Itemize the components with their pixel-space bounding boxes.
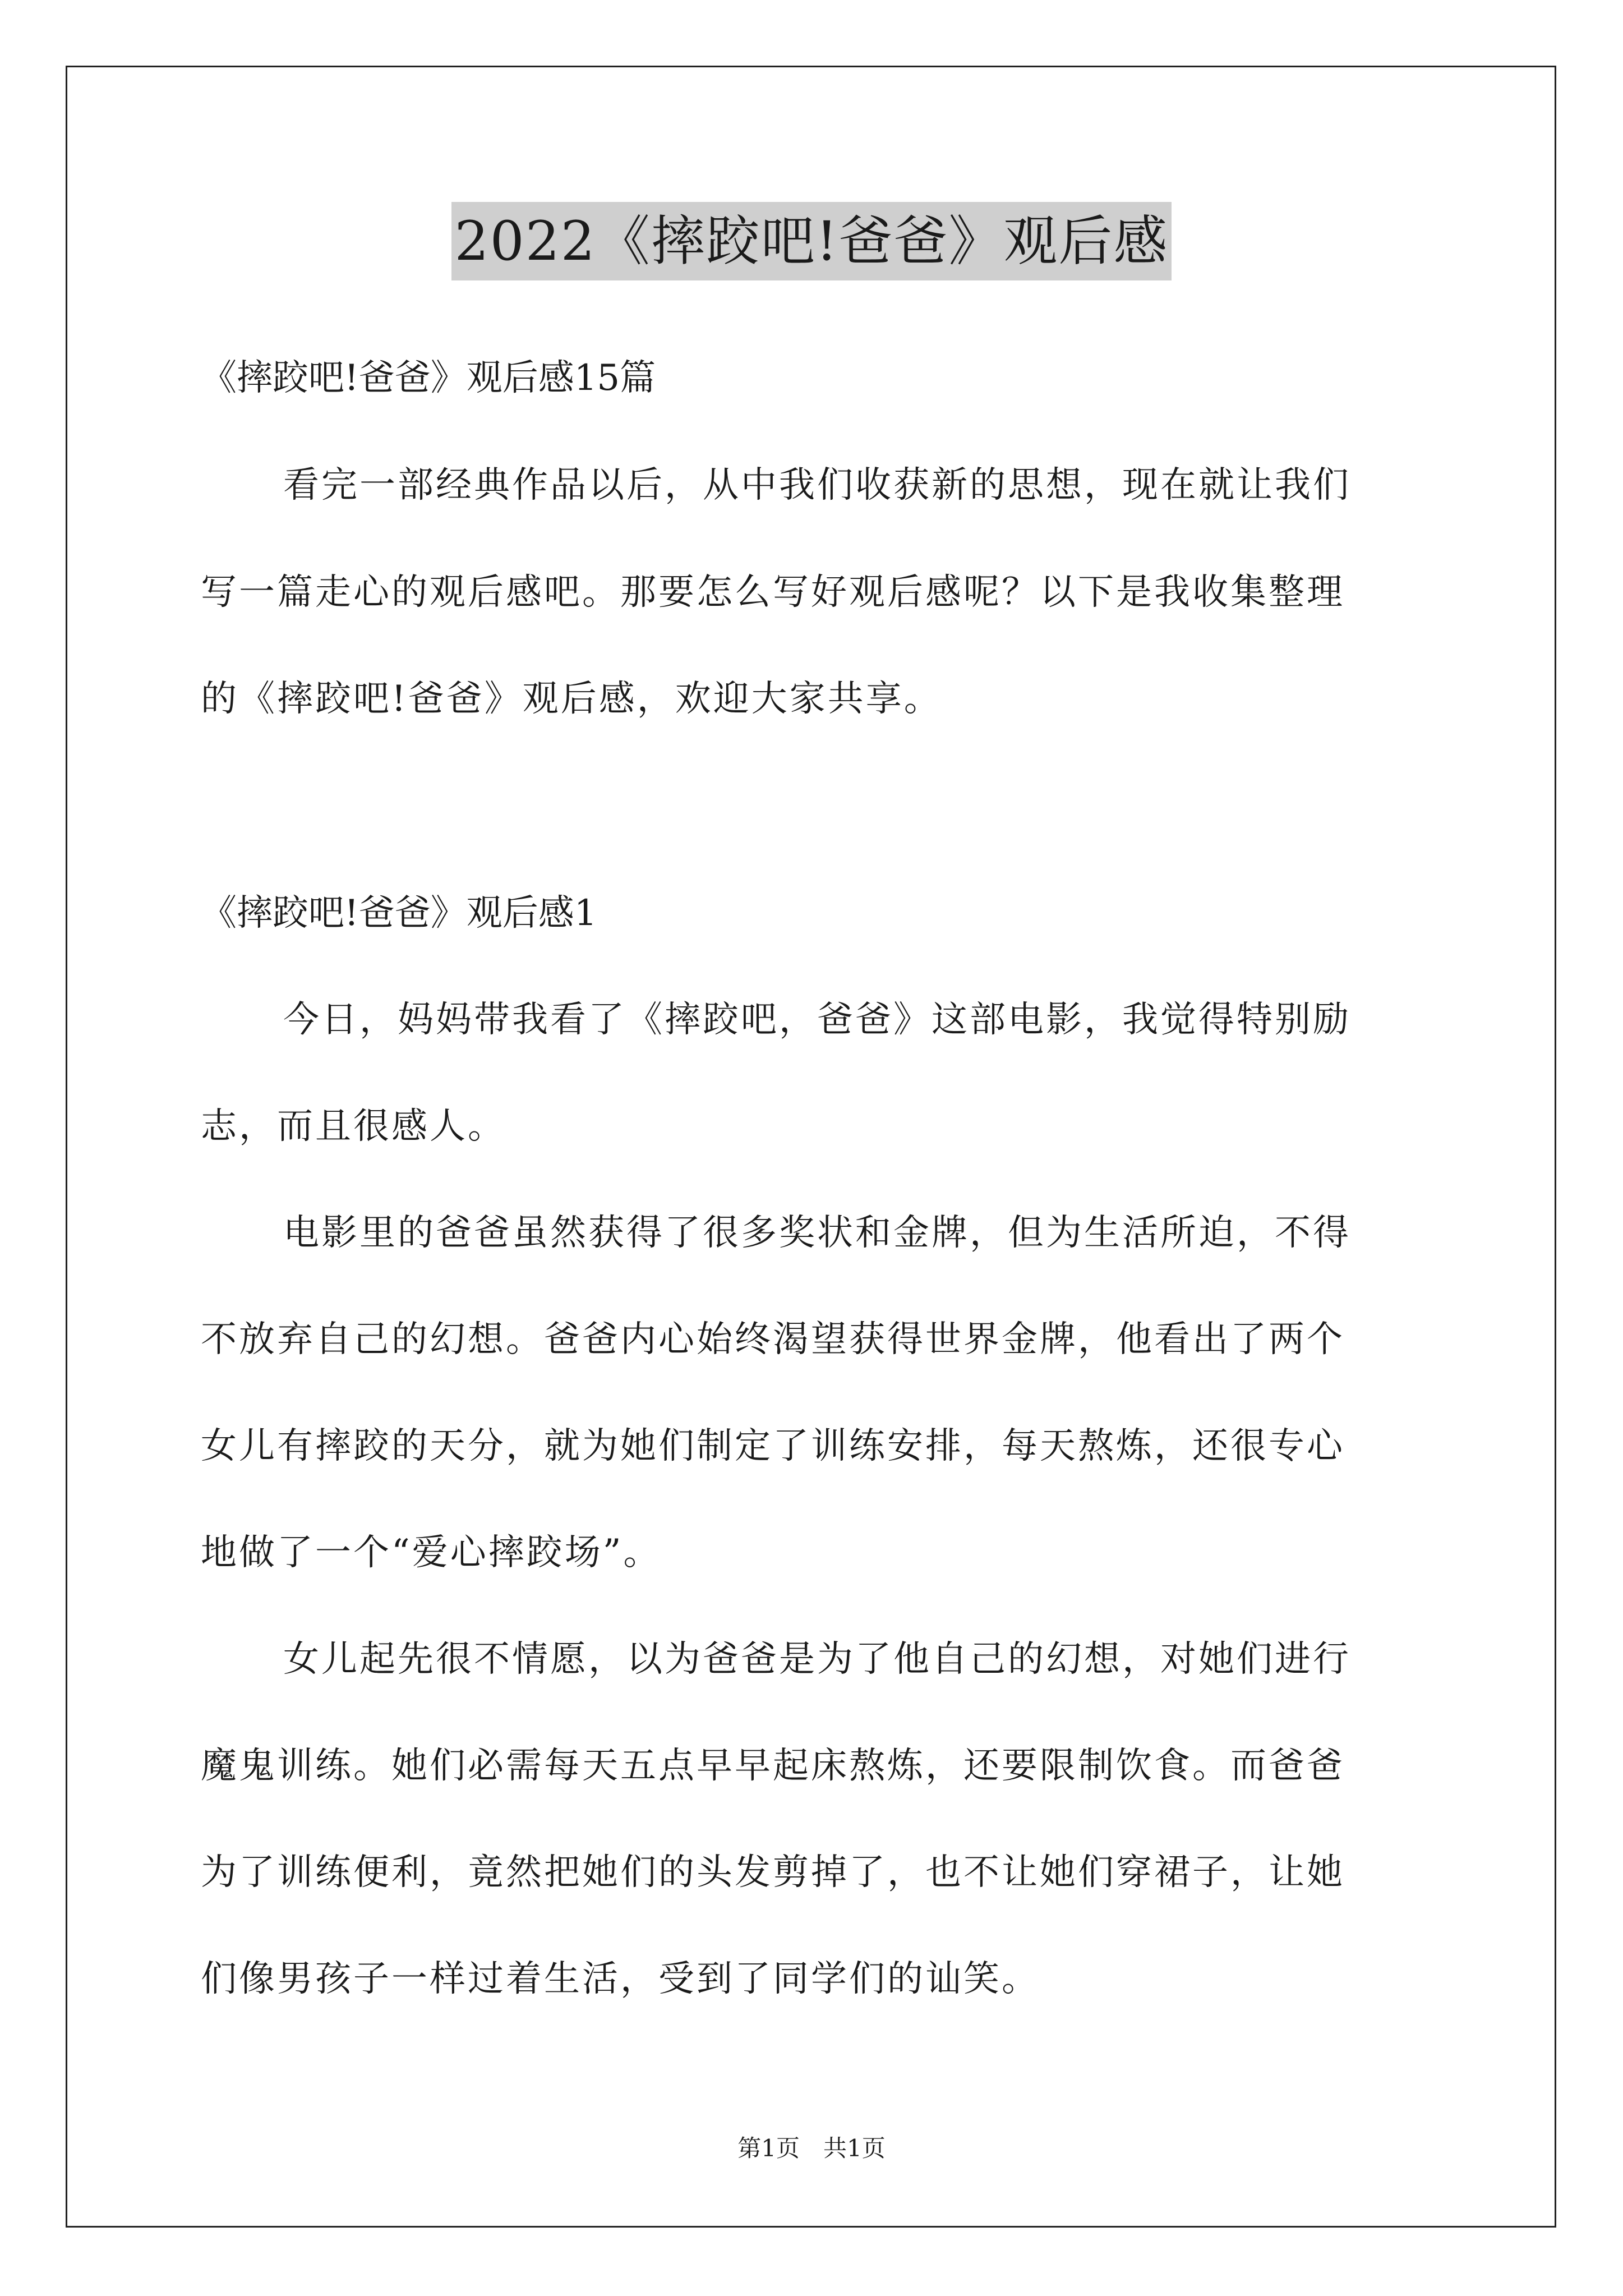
- para1-line-2: 志，而且很感人。: [201, 1106, 506, 1147]
- section-heading: 《摔跤吧!爸爸》观后感1: [201, 892, 597, 934]
- para3-line-2: 魔鬼训练。她们必需每天五点早早起床熬炼，还要限制饮食。而爸爸: [201, 1745, 1345, 1787]
- para1-line-1: 今日，妈妈带我看了《摔跤吧，爸爸》这部电影，我觉得特别励: [283, 999, 1351, 1041]
- para3-line-3: 为了训练便利，竟然把她们的头发剪掉了，也不让她们穿裙子，让她: [201, 1852, 1345, 1893]
- para2-line-4: 地做了一个“爱心摔跤场”。: [201, 1532, 662, 1573]
- intro-line-3: 的《摔跤吧!爸爸》观后感，欢迎大家共享。: [201, 678, 942, 720]
- para3-line-1: 女儿起先很不情愿，以为爸爸是为了他自己的幻想，对她们进行: [283, 1639, 1351, 1680]
- para3-line-4: 们像男孩子一样过着生活，受到了同学们的讪笑。: [201, 1958, 1040, 2000]
- document-title: 2022《摔跤吧!爸爸》观后感: [451, 202, 1172, 280]
- intro-line-1: 看完一部经典作品以后，从中我们收获新的思想，现在就让我们: [283, 464, 1351, 506]
- main-heading: 《摔跤吧!爸爸》观后感15篇: [201, 357, 656, 399]
- intro-line-2: 写一篇走心的观后感吧。那要怎么写好观后感呢？以下是我收集整理: [201, 572, 1345, 613]
- para2-line-1: 电影里的爸爸虽然获得了很多奖状和金牌，但为生活所迫，不得: [283, 1212, 1351, 1254]
- para2-line-2: 不放弃自己的幻想。爸爸内心始终渴望获得世界金牌，他看出了两个: [201, 1319, 1345, 1360]
- para2-line-3: 女儿有摔跤的天分，就为她们制定了训练安排，每天熬炼，还很专心: [201, 1425, 1345, 1467]
- page-footer: 第1页 共1页: [737, 2134, 886, 2162]
- title-container: [0, 202, 1623, 280]
